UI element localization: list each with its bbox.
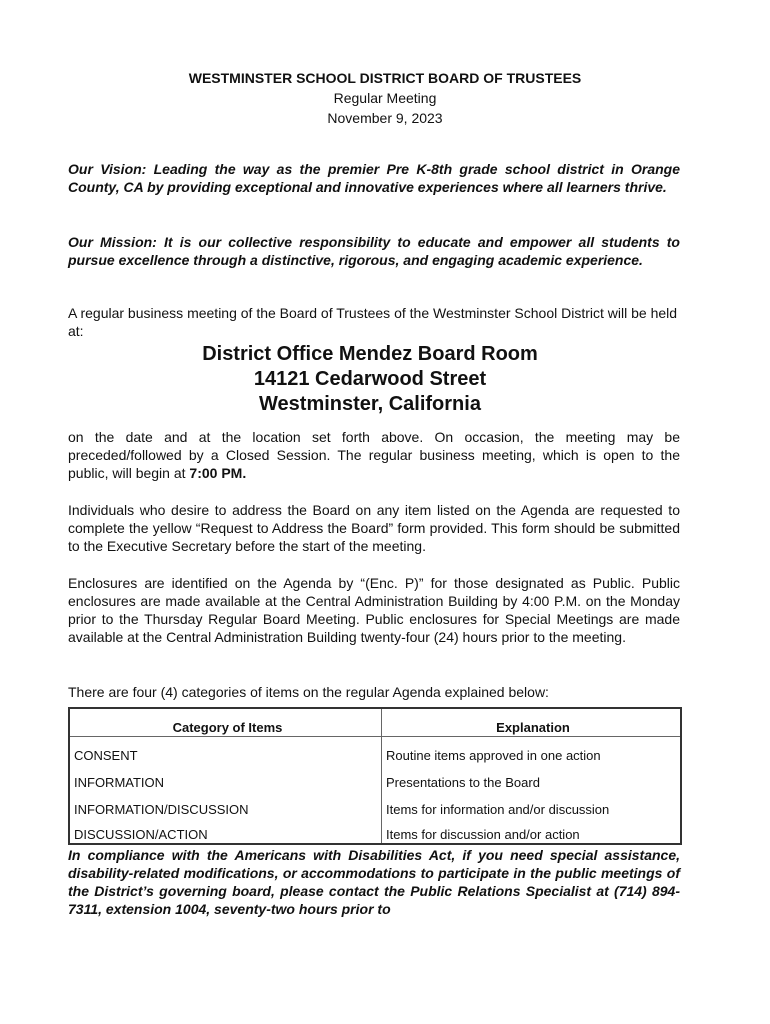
table-header-explanation: Explanation: [382, 708, 682, 737]
start-time: 7:00 PM.: [189, 465, 247, 481]
table-row: [69, 737, 681, 765]
enclosures-paragraph: Enclosures are identified on the Agenda by “(Enc. P)” for those designated as Public. Public enclosures are made available at the Central Administration Building by 4:00 P.M. on the Monday prior to the Thursday Regular Board Meeting. Public enclosures for Special Meetings are made available at the Central Administration Building twenty-four (24) hours prior to the meeting.: [68, 575, 680, 645]
schedule-paragraph: [68, 428, 680, 482]
schedule-text: on the date and at the location set forth above. On occasion, the meeting may be preceded/followed by a Closed Session. The regular business meeting, which is open to the public, will begin at: [68, 429, 680, 481]
category-cell: INFORMATION: [69, 764, 382, 791]
meeting-type: Regular Meeting: [333, 90, 437, 106]
vision-statement: Our Vision: Leading the way as the premier Pre K-8th grade school district in Orange County, CA by providing exceptional and innovative experiences where all learners thrive.: [68, 161, 680, 195]
board-title: WESTMINSTER SCHOOL DISTRICT BOARD OF TRUSTEES: [188, 70, 582, 86]
category-cell: CONSENT: [69, 737, 382, 765]
location-room: District Office Mendez Board Room: [202, 343, 538, 365]
categories-table: [68, 707, 682, 845]
category-cell: INFORMATION/DISCUSSION: [69, 791, 382, 818]
intro-paragraph: A regular business meeting of the Board of Trustees of the Westminster School District will be held at:: [68, 305, 678, 339]
explanation-cell: Items for information and/or discussion: [382, 791, 682, 818]
location-city: Westminster, California: [259, 393, 481, 415]
explanation-cell: Presentations to the Board: [382, 764, 682, 791]
table-row: [69, 818, 681, 844]
address-board-paragraph: Individuals who desire to address the Board on any item listed on the Agenda are requested to complete the yellow “Request to Address the Board” form provided. This form should be submitted to the Executive Secretary before the start of the meeting.: [68, 502, 680, 554]
table-row: [69, 764, 681, 791]
meeting-date: November 9, 2023: [327, 110, 443, 126]
explanation-cell: Routine items approved in one action: [382, 737, 682, 765]
table-header-row: [69, 708, 681, 737]
categories-intro: There are four (4) categories of items on the regular Agenda explained below:: [68, 684, 549, 700]
location-street: 14121 Cedarwood Street: [253, 368, 487, 390]
table-row: [69, 791, 681, 818]
explanation-cell: Items for discussion and/or action: [382, 818, 682, 844]
ada-notice: In compliance with the Americans with Disabilities Act, if you need special assistance, disability-related modifications, or accommodations to participate in the public meetings of the District’s governing board, please contact the Public Relations Specialist at (714) 894-7311, extension 1004, seventy-two hours prior to: [68, 847, 680, 917]
table-header-category: Category of Items: [69, 708, 382, 737]
category-cell: DISCUSSION/ACTION: [69, 818, 382, 844]
mission-statement: Our Mission: It is our collective responsibility to educate and empower all students to pursue excellence through a distinctive, rigorous, and engaging academic experience.: [68, 234, 680, 268]
